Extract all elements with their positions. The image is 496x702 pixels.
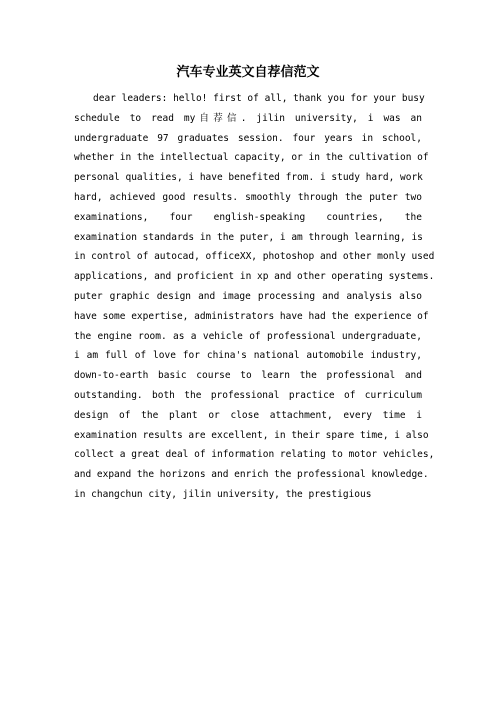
body-line: puter graphic design and image processing and analysis also bbox=[74, 290, 422, 302]
body-line: schedule to read my自荐信. jilin university, i was an bbox=[74, 112, 422, 124]
body-line: outstanding. both the professional practice of curriculum bbox=[74, 389, 422, 401]
body-line: the engine room. as a vehicle of professional undergraduate, bbox=[74, 330, 422, 342]
body-line: whether in the intellectual capacity, or in the cultivation of bbox=[74, 152, 429, 164]
body-line: down-to-earth basic course to learn the professional and bbox=[74, 370, 422, 382]
body-line: hard, achieved good results. smoothly through the puter two bbox=[74, 191, 422, 203]
body-line: i am full of love for china's national automobile industry, bbox=[74, 350, 422, 362]
body-line: examination standards in the puter, i am through learning, is bbox=[74, 231, 423, 243]
body-line: in control of autocad, officeXX, photoshop and other monly used bbox=[74, 251, 435, 263]
document-title: 汽车专业英文自荐信范文 bbox=[176, 65, 320, 80]
body-line: and expand the horizons and enrich the professional knowledge. bbox=[74, 469, 429, 481]
body-line: design of the plant or close attachment, every time i bbox=[74, 409, 422, 421]
body-line: examinations, four english-speaking countries, the bbox=[74, 211, 422, 223]
body-line: undergraduate 97 graduates session. four years in school, bbox=[74, 132, 422, 144]
body-line: in changchun city, jilin university, the prestigious bbox=[74, 488, 372, 500]
letter-body bbox=[74, 89, 435, 505]
body-line: have some expertise, administrators have had the experience of bbox=[74, 310, 429, 322]
body-line: collect a great deal of information relating to motor vehicles, bbox=[74, 449, 435, 461]
body-line: personal qualities, i have benefited from. i study hard, work bbox=[74, 172, 423, 184]
body-line: applications, and proficient in xp and other operating systems. bbox=[74, 271, 435, 283]
body-line: examination results are excellent, in their spare time, i also bbox=[74, 429, 429, 441]
body-line: dear leaders: hello! first of all, thank you for your busy bbox=[93, 93, 425, 104]
